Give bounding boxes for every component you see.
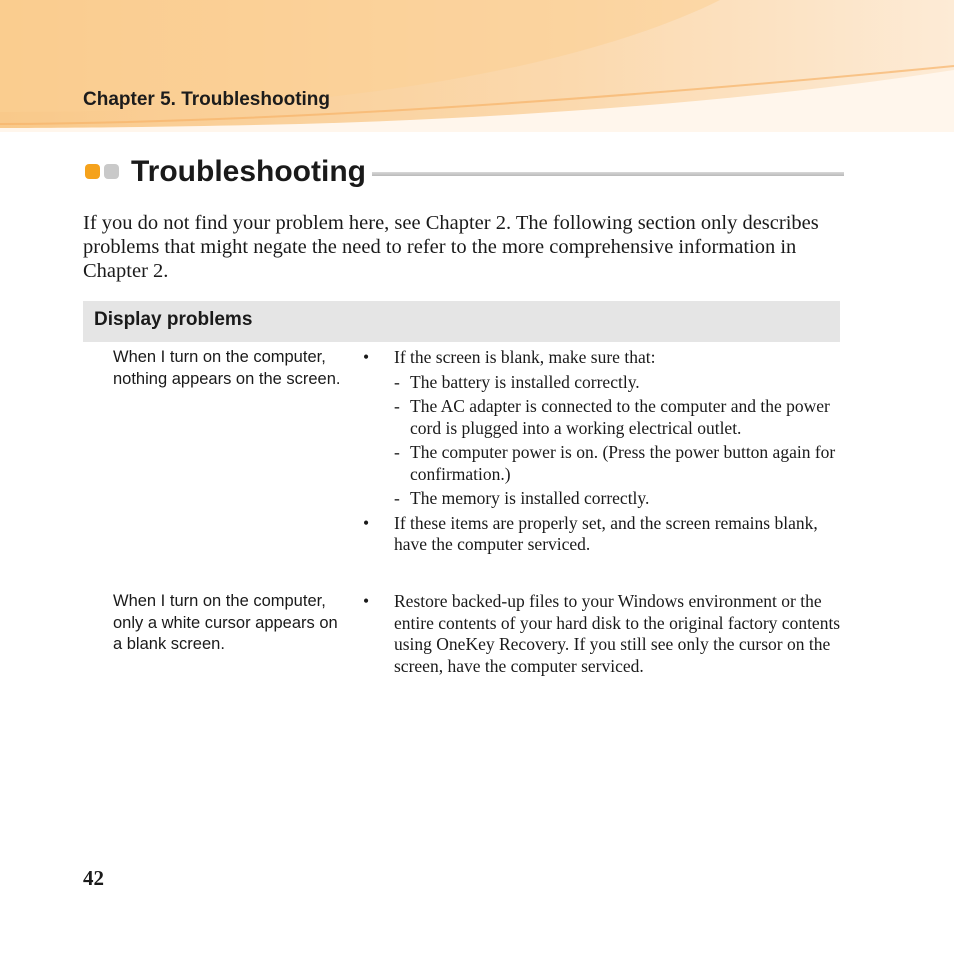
orange-square-icon xyxy=(85,164,100,179)
solution-cell xyxy=(363,347,843,559)
bullet-text: Restore backed-up files to your Windows environment or the entire contents of your hard disk to the original factory contents using OneKey Recovery. If you still see only the cursor on the screen, have the computer serviced. xyxy=(394,591,841,676)
sub-list-item xyxy=(394,442,843,485)
bullet-text: If the screen is blank, make sure that: xyxy=(394,347,656,367)
list-item xyxy=(363,591,843,677)
bullet-text: If these items are properly set, and the screen remains blank, have the computer serviced. xyxy=(394,512,818,554)
dash-icon: - xyxy=(394,442,400,462)
list-item xyxy=(363,347,843,510)
intro-paragraph xyxy=(83,211,843,283)
sub-item-text: The computer power is on. (Press the power button again for confirmation.) xyxy=(410,442,836,484)
header-band xyxy=(0,0,954,132)
sub-list-item xyxy=(394,488,843,510)
problem-cell: When I turn on the computer, only a white cursor appears on a blank screen. xyxy=(113,592,338,653)
list-item xyxy=(363,513,843,556)
section-heading xyxy=(83,155,845,191)
dash-icon: - xyxy=(394,396,400,416)
dash-icon: - xyxy=(394,488,400,508)
sub-list-item xyxy=(394,396,843,439)
solution-cell xyxy=(363,591,843,680)
table-header-label: Display problems xyxy=(94,309,253,330)
bullet-icon: • xyxy=(363,512,370,533)
sub-item-text: The memory is installed correctly. xyxy=(410,488,650,508)
sub-item-text: The battery is installed correctly. xyxy=(410,371,640,392)
section-title: Troubleshooting xyxy=(131,155,366,188)
intro-text: If you do not find your problem here, see Chapter 2. The following section only describes problems that might negate the need to refer to the more comprehensive information in Chapter 2. xyxy=(83,212,819,282)
sub-list-item xyxy=(394,372,843,394)
sub-item-text: The AC adapter is connected to the computer and the power cord is plugged into a working electrical outlet. xyxy=(410,396,830,438)
page-number: 42 xyxy=(83,866,104,890)
bullet-icon: • xyxy=(363,347,370,367)
chapter-title: Chapter 5. Troubleshooting xyxy=(83,89,331,110)
problem-cell: When I turn on the computer, nothing appears on the screen. xyxy=(113,348,341,388)
table-header xyxy=(83,301,840,342)
heading-rule xyxy=(372,172,844,176)
dash-icon: - xyxy=(394,371,400,392)
bullet-icon: • xyxy=(363,591,370,611)
gray-square-icon xyxy=(104,164,119,179)
